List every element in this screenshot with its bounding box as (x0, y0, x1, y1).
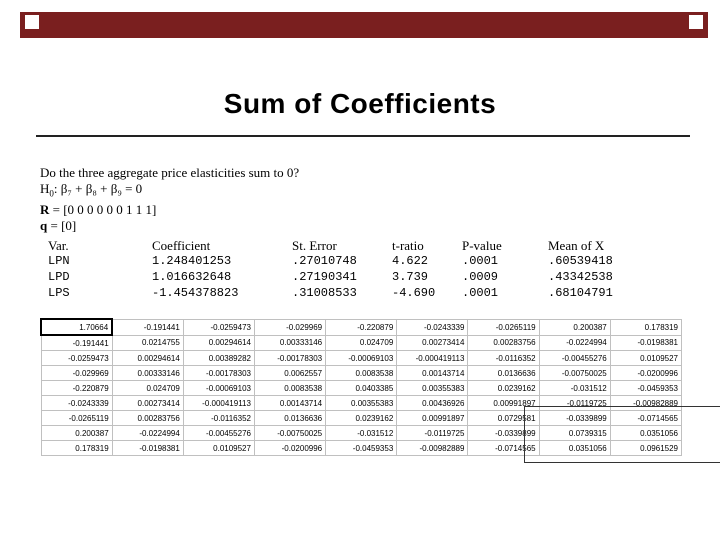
covariance-cell[interactable]: -0.191441 (112, 319, 183, 335)
regression-cell: -1.454378823 (152, 286, 239, 300)
covariance-cell[interactable]: 0.0109527 (610, 351, 681, 366)
covariance-cell[interactable]: 0.00333146 (112, 366, 183, 381)
regression-cell: .0001 (462, 286, 499, 300)
decorative-top-bar (20, 12, 708, 38)
decorative-box-icon (688, 14, 704, 30)
regression-cell: -4.690 (392, 286, 436, 300)
covariance-cell[interactable]: -0.00069103 (183, 381, 254, 396)
regression-cell: 1.016632648 (152, 270, 232, 284)
covariance-cell[interactable]: -0.0714565 (610, 411, 681, 426)
hypothesis-block (40, 165, 299, 234)
covariance-cell[interactable]: 0.0351056 (610, 426, 681, 441)
covariance-cell[interactable]: -0.00750025 (539, 366, 610, 381)
covariance-cell[interactable]: 0.0351056 (539, 441, 610, 456)
covariance-cell[interactable]: -0.220879 (41, 381, 112, 396)
covariance-cell[interactable]: 0.200387 (539, 319, 610, 335)
covariance-cell[interactable]: -0.0265119 (468, 319, 539, 335)
regression-cell: 3.739 (392, 270, 429, 284)
regression-cell: Coefficient (152, 238, 211, 253)
restriction-matrix-r: R = [0 0 0 0 0 0 1 1 1] (40, 201, 157, 217)
covariance-cell[interactable]: -0.0198381 (112, 441, 183, 456)
covariance-cell[interactable]: -0.00178303 (254, 351, 325, 366)
covariance-cell[interactable]: -0.0243339 (397, 319, 468, 335)
covariance-row (41, 366, 682, 381)
covariance-cell[interactable]: -0.0224994 (539, 335, 610, 351)
regression-cell: .0009 (462, 270, 499, 284)
covariance-cell[interactable]: 0.00333146 (254, 335, 325, 351)
restriction-vector-q: q = [0] (40, 217, 77, 233)
covariance-cell[interactable]: -0.00982889 (397, 441, 468, 456)
covariance-cell[interactable]: 0.200387 (41, 426, 112, 441)
covariance-cell[interactable]: -0.029969 (254, 319, 325, 335)
covariance-cell[interactable]: 0.00991897 (397, 411, 468, 426)
covariance-cell[interactable]: -0.00455276 (183, 426, 254, 441)
covariance-row (41, 319, 682, 335)
covariance-cell[interactable]: -0.0200996 (254, 441, 325, 456)
covariance-cell[interactable]: 0.00273414 (112, 396, 183, 411)
covariance-cell[interactable]: -0.0265119 (41, 411, 112, 426)
regression-cell: LPD (48, 270, 70, 284)
covariance-cell[interactable]: -0.0224994 (112, 426, 183, 441)
page-title: Sum of Coefficients (223, 88, 497, 119)
covariance-cell[interactable]: 0.0083538 (326, 366, 397, 381)
regression-cell: .60539418 (548, 254, 613, 268)
covariance-cell[interactable]: 0.00355383 (326, 396, 397, 411)
covariance-cell[interactable]: -0.220879 (326, 319, 397, 335)
covariance-cell[interactable]: 0.00991897 (468, 396, 539, 411)
regression-cell: t-ratio (392, 238, 424, 253)
covariance-cell[interactable]: 0.0961529 (610, 441, 681, 456)
covariance-cell[interactable]: -0.0198381 (610, 335, 681, 351)
hypothesis-question: Do the three aggregate price elasticities sum to 0? (40, 165, 300, 180)
regression-cell: P-value (462, 238, 502, 253)
covariance-cell[interactable]: -0.00982889 (610, 396, 681, 411)
covariance-cell[interactable]: -0.0339899 (539, 411, 610, 426)
covariance-row (41, 351, 682, 366)
null-hypothesis: $H_0$: β₇ + β₈ + β₉ = 0 (40, 181, 143, 199)
covariance-cell[interactable]: -0.0116352 (183, 411, 254, 426)
covariance-cell[interactable]: 0.0403385 (326, 381, 397, 396)
covariance-cell[interactable]: 0.0062557 (254, 366, 325, 381)
covariance-cell[interactable]: -0.0459353 (326, 441, 397, 456)
covariance-cell[interactable]: -0.031512 (539, 381, 610, 396)
covariance-cell[interactable]: 0.0136636 (468, 366, 539, 381)
covariance-cell[interactable]: -0.00750025 (254, 426, 325, 441)
covariance-cell[interactable]: 0.0136636 (254, 411, 325, 426)
covariance-cell[interactable]: 0.00436926 (397, 396, 468, 411)
covariance-cell[interactable]: -0.000419113 (183, 396, 254, 411)
regression-cell: LPN (48, 254, 70, 268)
covariance-cell[interactable]: -0.0119725 (539, 396, 610, 411)
covariance-cell[interactable]: -0.031512 (326, 426, 397, 441)
covariance-cell[interactable]: -0.191441 (41, 335, 112, 351)
decorative-box-icon (24, 14, 40, 30)
covariance-cell[interactable]: 0.0239162 (468, 381, 539, 396)
covariance-cell[interactable]: 0.024709 (112, 381, 183, 396)
covariance-cell[interactable]: -0.0200996 (610, 366, 681, 381)
covariance-cell[interactable]: -0.0259473 (41, 351, 112, 366)
covariance-cell[interactable]: -0.00455276 (539, 351, 610, 366)
covariance-highlight-box (524, 406, 720, 463)
covariance-cell[interactable]: -0.0339899 (468, 426, 539, 441)
covariance-cell[interactable]: 0.00294614 (112, 351, 183, 366)
covariance-row (41, 335, 682, 351)
regression-cell: Var. (48, 238, 69, 253)
regression-cell: .0001 (462, 254, 499, 268)
covariance-cell[interactable]: 0.0239162 (326, 411, 397, 426)
regression-cell: Mean of X (548, 238, 605, 253)
covariance-cell[interactable]: 0.00283756 (468, 335, 539, 351)
covariance-row (41, 381, 682, 396)
covariance-matrix-grid (40, 318, 682, 456)
covariance-cell[interactable]: 0.178319 (610, 319, 681, 335)
covariance-cell[interactable]: -0.0119725 (397, 426, 468, 441)
covariance-cell[interactable]: 0.00294614 (183, 335, 254, 351)
covariance-cell[interactable]: -0.00178303 (183, 366, 254, 381)
covariance-cell[interactable]: -0.000419113 (397, 351, 468, 366)
covariance-cell[interactable]: -0.0459353 (610, 381, 681, 396)
covariance-cell[interactable]: 0.0739315 (539, 426, 610, 441)
regression-cell: .27190341 (292, 270, 357, 284)
regression-cell: .68104791 (548, 286, 613, 300)
covariance-cell[interactable]: -0.0714565 (468, 441, 539, 456)
covariance-cell[interactable]: 0.00143714 (397, 366, 468, 381)
covariance-cell[interactable]: -0.0243339 (41, 396, 112, 411)
covariance-cell[interactable]: 1.70664 (41, 319, 112, 335)
covariance-cell[interactable]: 0.0083538 (254, 381, 325, 396)
covariance-cell[interactable]: 0.024709 (326, 335, 397, 351)
title-divider (36, 135, 690, 137)
covariance-cell[interactable]: 0.0109527 (183, 441, 254, 456)
covariance-cell[interactable]: 0.00389282 (183, 351, 254, 366)
covariance-cell[interactable]: 0.00273414 (397, 335, 468, 351)
regression-cell: 1.248401253 (152, 254, 232, 268)
regression-cell: 4.622 (392, 254, 429, 268)
regression-cell: .43342538 (548, 270, 613, 284)
covariance-cell[interactable]: 0.00283756 (112, 411, 183, 426)
regression-cell: .27010748 (292, 254, 357, 268)
covariance-cell[interactable]: -0.0116352 (468, 351, 539, 366)
covariance-cell[interactable]: -0.029969 (41, 366, 112, 381)
regression-cell: LPS (48, 286, 70, 300)
regression-cell: .31008533 (292, 286, 357, 300)
covariance-cell[interactable]: -0.00069103 (326, 351, 397, 366)
covariance-cell[interactable]: 0.0214755 (112, 335, 183, 351)
covariance-cell[interactable]: 0.0729581 (468, 411, 539, 426)
covariance-cell[interactable]: 0.00355383 (397, 381, 468, 396)
regression-cell: St. Error (292, 238, 337, 253)
covariance-cell[interactable]: -0.0259473 (183, 319, 254, 335)
covariance-cell[interactable]: 0.178319 (41, 441, 112, 456)
covariance-cell[interactable]: 0.00143714 (254, 396, 325, 411)
